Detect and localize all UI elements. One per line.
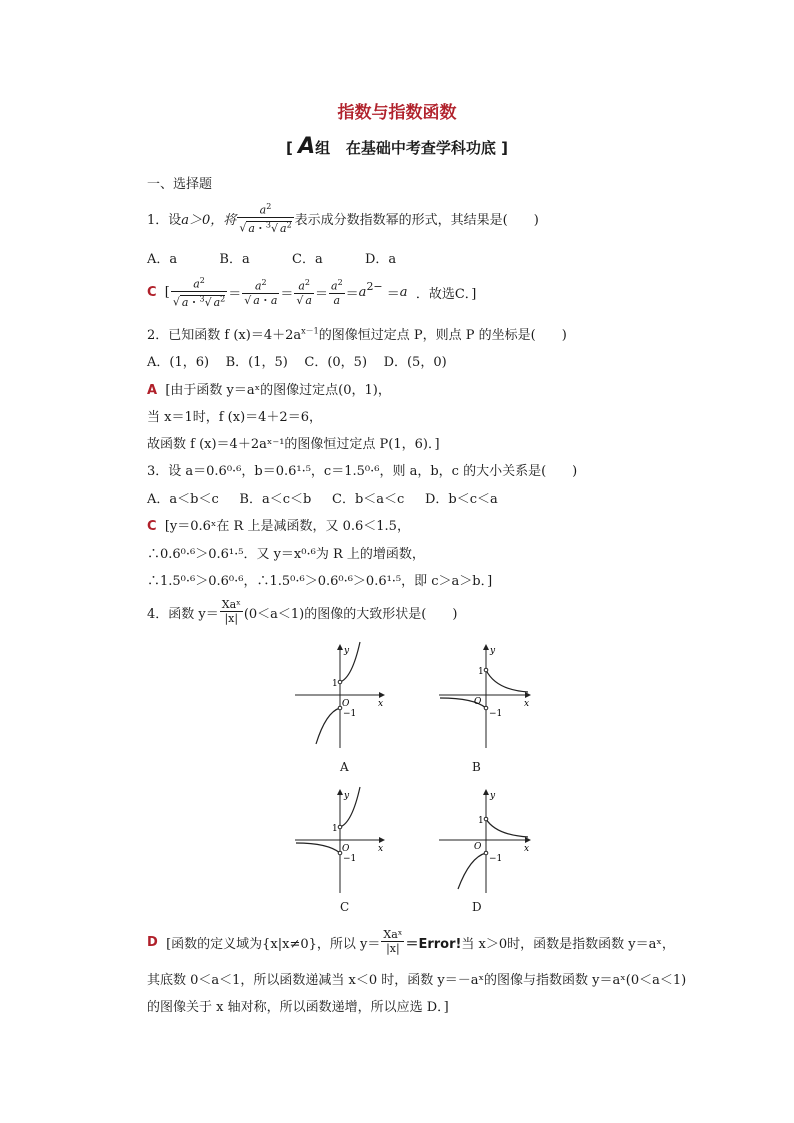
question-4: 4．函数 y＝ $\frac{\text{Xaˣ}}{|x|}$ (0＜a＜1)的图像的大致形状是( ) <box>147 598 458 625</box>
q1-answer: C <box>147 284 157 300</box>
q1-options <box>147 248 396 267</box>
q3-options <box>147 488 498 507</box>
graph-b-one: 1 <box>478 667 484 677</box>
graph-d <box>436 785 536 895</box>
banner-letter: A <box>298 134 316 159</box>
q1-option-b: B．a <box>219 252 250 267</box>
graph-a-origin: O <box>342 699 350 709</box>
graph-a-neg-one: −1 <box>343 709 357 719</box>
q2-option-a: A．(1，6) <box>147 355 210 370</box>
q1-condition: a＞0，将 <box>181 212 237 228</box>
graph-c-origin: O <box>342 844 350 854</box>
graph-d-caption: D <box>472 900 482 914</box>
q2-options <box>147 351 447 370</box>
graph-c <box>290 785 390 895</box>
q1-option-a: A．a <box>147 252 178 267</box>
q3-option-b: B．a＜c＜b <box>239 492 312 507</box>
group-banner <box>0 134 794 159</box>
graph-a-x-label: x <box>378 699 384 709</box>
q4-solution-2: 其底数 0＜a＜1，所以函数递减当 x＜0 时，函数 y＝－aˣ的图像与指数函数 y＝aˣ(0＜a＜1) <box>147 973 687 988</box>
q3-solution-2: ∴0.6⁰·⁶＞0.6¹·⁵．又 y＝x⁰·⁶为 R 上的增函数， <box>147 547 425 562</box>
graph-c-caption: C <box>340 900 350 914</box>
banner-bracket-right: ] <box>501 139 508 157</box>
q4-solution-3: 的图像关于 x 轴对称，所以函数递增，所以应选 D．] <box>147 1000 449 1015</box>
graph-b-x-label: x <box>524 699 530 709</box>
q1-fraction: $\frac{a^2}{√ a・^3√ a^2}$ <box>239 202 292 235</box>
question-2: 2．已知函数 f $(x)=4+2a^{x-1}$的图像恒过定点 P，则点 P 的坐标是( ) <box>147 326 567 343</box>
q2-solution-1: A [由于函数 y＝aˣ的图像过定点(0，1)， <box>147 383 391 398</box>
q3-option-a: A．a＜b＜c <box>147 492 219 507</box>
q2-option-d: D．(5，0) <box>383 355 447 370</box>
graph-c-one: 1 <box>332 824 338 834</box>
graph-b-caption: B <box>472 760 481 774</box>
graph-b-neg-one: −1 <box>489 709 503 719</box>
q1-option-d: D．a <box>365 252 397 267</box>
q3-answer: C <box>147 519 157 534</box>
q4-solution-1: D [函数的定义域为{x|x≠0}，所以 y＝ $\frac{\text{Xaˣ}}{|x|}$ ＝Error! 当 x＞0时，函数是指数函数 y＝aˣ， <box>147 928 675 955</box>
q3-option-d: D．b＜c＜a <box>425 492 498 507</box>
q2-option-b: B．(1，5) <box>225 355 288 370</box>
graph-b-y-label: y <box>490 646 496 656</box>
graph-a-y-label: y <box>344 646 350 656</box>
q1-number: 1．设 <box>147 212 182 228</box>
banner-bracket-left: [ <box>286 139 293 157</box>
q3-option-c: C．b＜a＜c <box>332 492 405 507</box>
banner-group: 组 <box>315 139 331 157</box>
graph-b <box>436 640 536 750</box>
q1-solution-tail: ．故选C．] <box>415 286 477 302</box>
graph-c-y-label: y <box>344 791 350 801</box>
graph-d-neg-one: −1 <box>489 854 503 864</box>
q3-solution-3: ∴1.5⁰·⁶＞0.6⁰·⁶，∴1.5⁰·⁶＞0.6⁰·⁶＞0.6¹·⁵，即 c＞a＞b．] <box>147 574 493 589</box>
page-title: 指数与指数函数 <box>337 103 457 123</box>
question-3: 3．设 a＝0.6⁰·⁶，b＝0.6¹·⁵，c＝1.5⁰·⁶，则 a，b，c 的大小关系是( ) <box>147 464 578 479</box>
graph-c-x-label: x <box>378 844 384 854</box>
graph-d-origin: O <box>474 842 482 852</box>
q1-solution: C [ $\frac{a^2}{√ a・^3√ a^2}$ ＝ $\frac{a^2}{√ a・a}$ ＝ $\frac{a^2}{√ a}$ ＝ $\frac{a^2}{a}$ ＝ a $^{2-}$ ＝ a ．故选C．] <box>147 276 477 309</box>
graph-d-y-label: y <box>490 791 496 801</box>
q1-tail: 表示成分数指数幂的形式，其结果是( ) <box>294 212 539 228</box>
section-heading: 一、选择题 <box>147 177 213 192</box>
q1-option-c: C．a <box>292 252 323 267</box>
graph-c-neg-one: −1 <box>343 854 357 864</box>
graph-d-one: 1 <box>478 816 484 826</box>
banner-text: 在基础中考查学科功底 <box>345 139 496 157</box>
question-1 <box>147 200 539 236</box>
q2-solution-2: 当 x＝1时，f (x)＝4＋2＝6， <box>147 410 322 425</box>
graph-b-origin: O <box>474 697 482 707</box>
graph-a-one: 1 <box>332 679 338 689</box>
q2-answer: A <box>147 383 158 398</box>
q2-solution-3: 故函数 f (x)＝4＋2aˣ⁻¹的图像恒过定点 P(1，6)．] <box>147 437 440 452</box>
q4-answer: D <box>147 934 158 950</box>
graph-a-caption: A <box>340 760 349 774</box>
q2-option-c: C．(0，5) <box>304 355 368 370</box>
graph-d-x-label: x <box>524 844 530 854</box>
graph-a <box>290 640 390 750</box>
q3-solution-1: C [y＝0.6ˣ在 R 上是减函数，又 0.6＜1.5， <box>147 519 410 534</box>
